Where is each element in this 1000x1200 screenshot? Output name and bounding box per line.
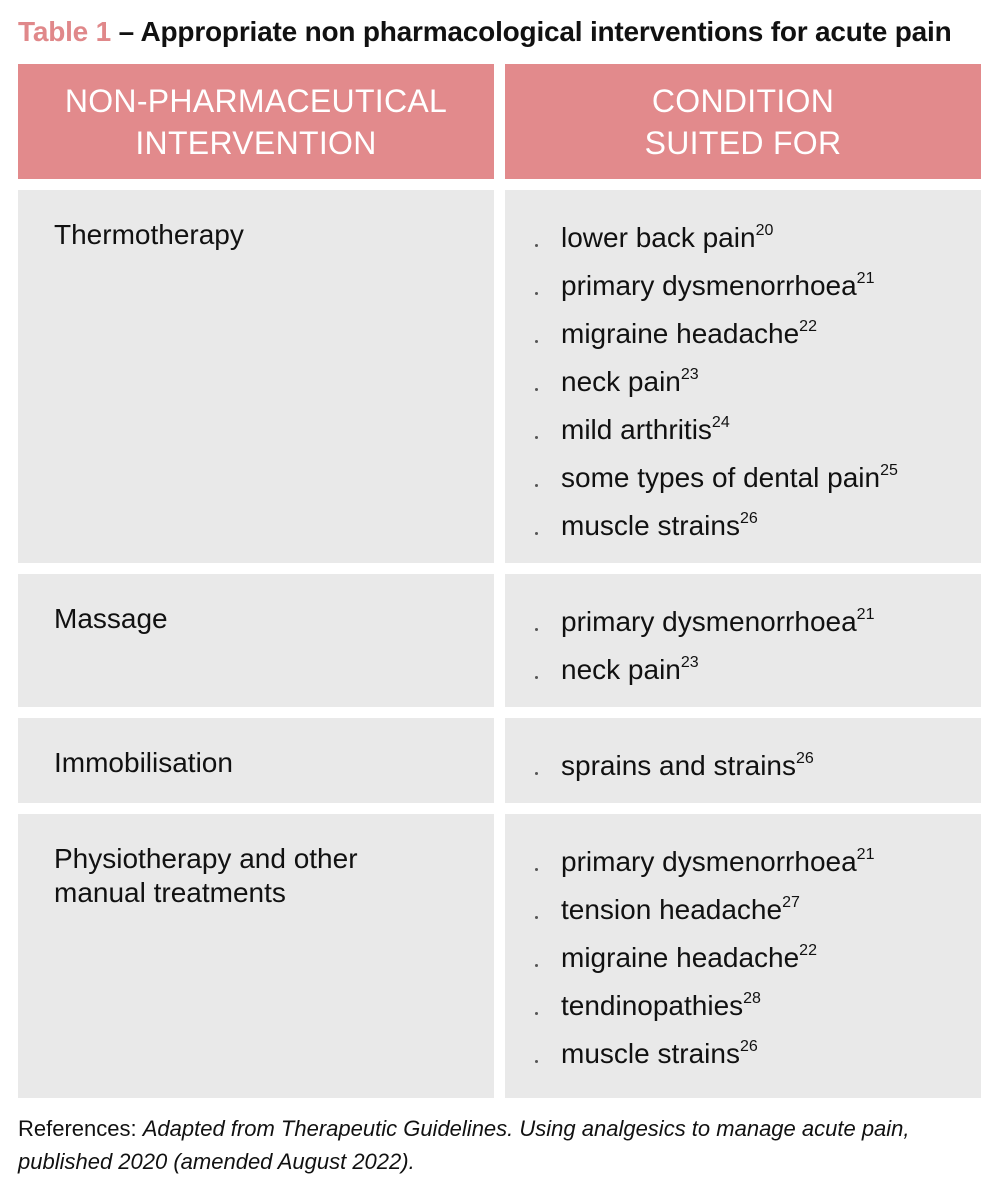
condition-item	[533, 982, 981, 1030]
row-immobilisation-intervention	[18, 718, 494, 803]
condition-text: mild arthritis	[561, 414, 712, 445]
reference-number: 22	[799, 317, 817, 335]
reference-number: 23	[680, 653, 699, 671]
intervention-name: Thermotherapy	[54, 219, 244, 250]
reference-number: 20	[755, 221, 774, 239]
condition-item	[533, 358, 981, 406]
table-title	[18, 16, 988, 48]
condition-item	[533, 598, 981, 646]
reference-number: 26	[739, 509, 758, 527]
reference-number: 21	[856, 845, 875, 863]
bullet-icon	[535, 1060, 538, 1063]
condition-text: neck pain	[561, 366, 681, 397]
intervention-name: Immobilisation	[54, 747, 233, 778]
header-condition	[505, 64, 981, 179]
bullet-icon	[535, 628, 538, 631]
bullet-icon	[535, 916, 538, 919]
bullet-icon	[535, 436, 538, 439]
condition-text: primary dysmenorrhoea	[561, 846, 857, 877]
bullet-icon	[535, 868, 538, 871]
intervention-name-line1: Physiotherapy and other	[54, 843, 358, 874]
bullet-icon	[535, 676, 538, 679]
header-intervention	[18, 64, 494, 179]
reference-number: 28	[743, 989, 761, 1007]
reference-number: 26	[796, 749, 814, 767]
condition-text: migraine headache	[561, 942, 800, 973]
condition-text: tendinopathies	[561, 990, 744, 1021]
condition-text: tension headache	[561, 894, 783, 925]
row-thermotherapy-intervention	[18, 190, 494, 563]
row-physiotherapy-intervention	[18, 814, 494, 1098]
condition-text: primary dysmenorrhoea	[561, 606, 857, 637]
reference-number: 22	[799, 941, 817, 959]
condition-item	[533, 454, 981, 502]
reference-number: 21	[856, 605, 875, 623]
row-thermotherapy-conditions	[505, 190, 981, 563]
reference-number: 23	[680, 365, 699, 383]
row-massage-conditions	[505, 574, 981, 707]
condition-item	[533, 838, 981, 886]
bullet-icon	[535, 532, 538, 535]
condition-item	[533, 646, 981, 694]
condition-text: primary dysmenorrhoea	[561, 270, 857, 301]
condition-item	[533, 214, 981, 262]
header-condition-line1: CONDITION	[651, 82, 835, 119]
table-caption: – Appropriate non pharmacological interventions for acute pain	[111, 16, 952, 47]
condition-item	[533, 934, 981, 982]
reference-number: 21	[856, 269, 875, 287]
condition-list	[533, 742, 981, 790]
condition-list	[533, 838, 981, 1078]
reference-number: 24	[711, 413, 730, 431]
reference-number: 26	[739, 1037, 758, 1055]
condition-item	[533, 310, 981, 358]
row-immobilisation-conditions	[505, 718, 981, 803]
bullet-icon	[535, 484, 538, 487]
header-intervention-line2: INTERVENTION	[135, 124, 377, 161]
condition-item	[533, 406, 981, 454]
condition-text: sprains and strains	[561, 750, 797, 781]
header-condition-line2: SUITED FOR	[644, 124, 842, 161]
bullet-icon	[535, 244, 538, 247]
condition-item	[533, 262, 981, 310]
bullet-icon	[535, 388, 538, 391]
bullet-icon	[535, 1012, 538, 1015]
row-physiotherapy-conditions	[505, 814, 981, 1098]
condition-text: muscle strains	[561, 1038, 740, 1069]
bullet-icon	[535, 964, 538, 967]
condition-item	[533, 502, 981, 550]
condition-text: lower back pain	[561, 222, 756, 253]
references-label: References:	[18, 1116, 143, 1141]
bullet-icon	[535, 340, 538, 343]
condition-list	[533, 214, 981, 550]
condition-item	[533, 742, 981, 790]
condition-text: muscle strains	[561, 510, 740, 541]
row-massage-intervention	[18, 574, 494, 707]
references-text: Adapted from Therapeutic Guidelines. Using analgesics to manage acute pain, published 2020 (amended August 2022).	[18, 1116, 910, 1174]
bullet-icon	[535, 292, 538, 295]
header-intervention-line1: NON-PHARMACEUTICAL	[64, 82, 448, 119]
condition-text: migraine headache	[561, 318, 800, 349]
condition-item	[533, 886, 981, 934]
table-number: Table 1	[18, 16, 112, 47]
references-note	[18, 1112, 983, 1178]
condition-text: some types of dental pain	[561, 462, 881, 493]
reference-number: 25	[880, 461, 898, 479]
intervention-name: Massage	[54, 603, 168, 634]
bullet-icon	[535, 772, 538, 775]
reference-number: 27	[782, 893, 800, 911]
intervention-name-line2: manual treatments	[54, 877, 286, 908]
condition-item	[533, 1030, 981, 1078]
condition-text: neck pain	[561, 654, 681, 685]
condition-list	[533, 598, 981, 694]
